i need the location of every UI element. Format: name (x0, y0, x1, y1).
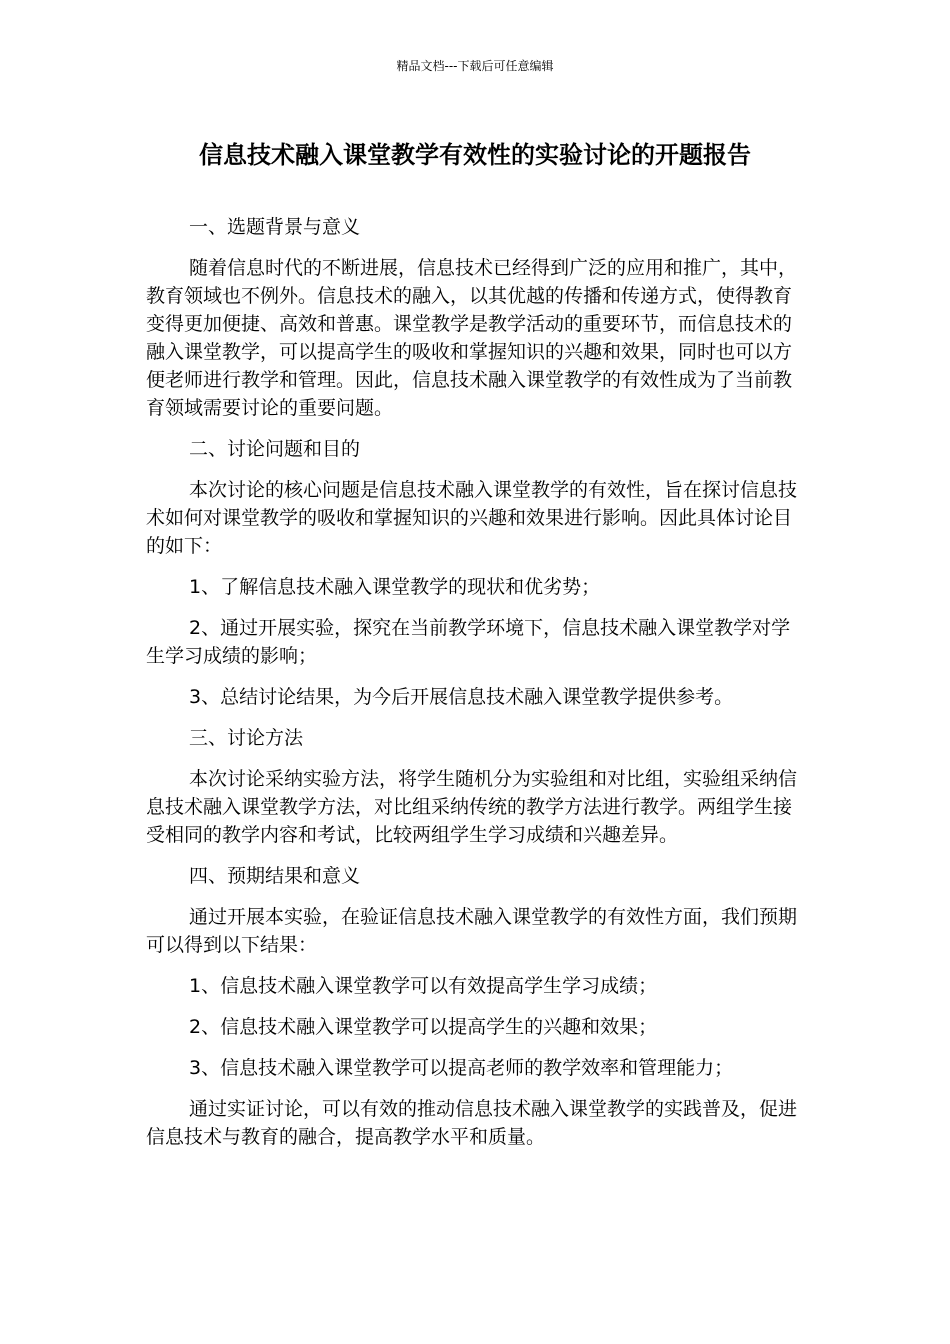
section-heading-background: 一、选题背景与意义 (189, 216, 361, 238)
paragraph-expected-results: 通过开展本实验，在验证信息技术融入课堂教学的有效性方面，我们预期可以得到以下结果： (146, 906, 798, 956)
paragraph-method: 本次讨论采纳实验方法，将学生随机分为实验组和对比组，实验组采纳信息技术融入课堂教学方法，对比组采纳传统的教学方法进行教学。两组学生接受相同的教学内容和考试，比较两组学生学习成绩和兴趣差异。 (146, 768, 798, 846)
section-heading-questions: 二、讨论问题和目的 (189, 438, 361, 460)
section-heading-method: 三、讨论方法 (189, 727, 304, 749)
list-item-goal-1: 1、了解信息技术融入课堂教学的现状和优劣势； (189, 576, 601, 598)
paragraph-background: 随着信息时代的不断进展，信息技术已经得到广泛的应用和推广，其中，教育领域也不例外。信息技术的融入，以其优越的传播和传递方式，使得教育变得更加便捷、高效和普惠。课堂教学是教学活动的重要环节，而信息技术的融入课堂教学，可以提高学生的吸收和掌握知识的兴趣和效果，同时也可以方便老师进行教学和管理。因此，信息技术融入课堂教学的有效性成为了当前教育领域需要讨论的重要问题。 (146, 257, 798, 419)
list-item-result-2: 2、信息技术融入课堂教学可以提高学生的兴趣和效果； (189, 1016, 658, 1038)
document-body (146, 213, 808, 1164)
list-item-result-1: 1、信息技术融入课堂教学可以有效提高学生学习成绩； (189, 975, 658, 997)
list-item-goal-2: 2、通过开展实验，探究在当前教学环境下，信息技术融入课堂教学对学生学习成绩的影响； (146, 617, 791, 667)
paragraph-conclusion: 通过实证讨论，可以有效的推动信息技术融入课堂教学的实践普及，促进信息技术与教育的融合，提高教学水平和质量。 (146, 1098, 798, 1148)
paragraph-questions: 本次讨论的核心问题是信息技术融入课堂教学的有效性，旨在探讨信息技术如何对课堂教学的吸收和掌握知识的兴趣和效果进行影响。因此具体讨论目的如下： (146, 479, 798, 557)
header-note: 精品文档---下载后可任意编辑 (396, 59, 554, 73)
list-item-result-3: 3、信息技术融入课堂教学可以提高老师的教学效率和管理能力； (189, 1057, 734, 1079)
list-item-goal-3: 3、总结讨论结果，为今后开展信息技术融入课堂教学提供参考。 (189, 686, 734, 708)
section-heading-expected-results: 四、预期结果和意义 (189, 865, 361, 887)
document-title: 信息技术融入课堂教学有效性的实验讨论的开题报告 (199, 141, 751, 169)
